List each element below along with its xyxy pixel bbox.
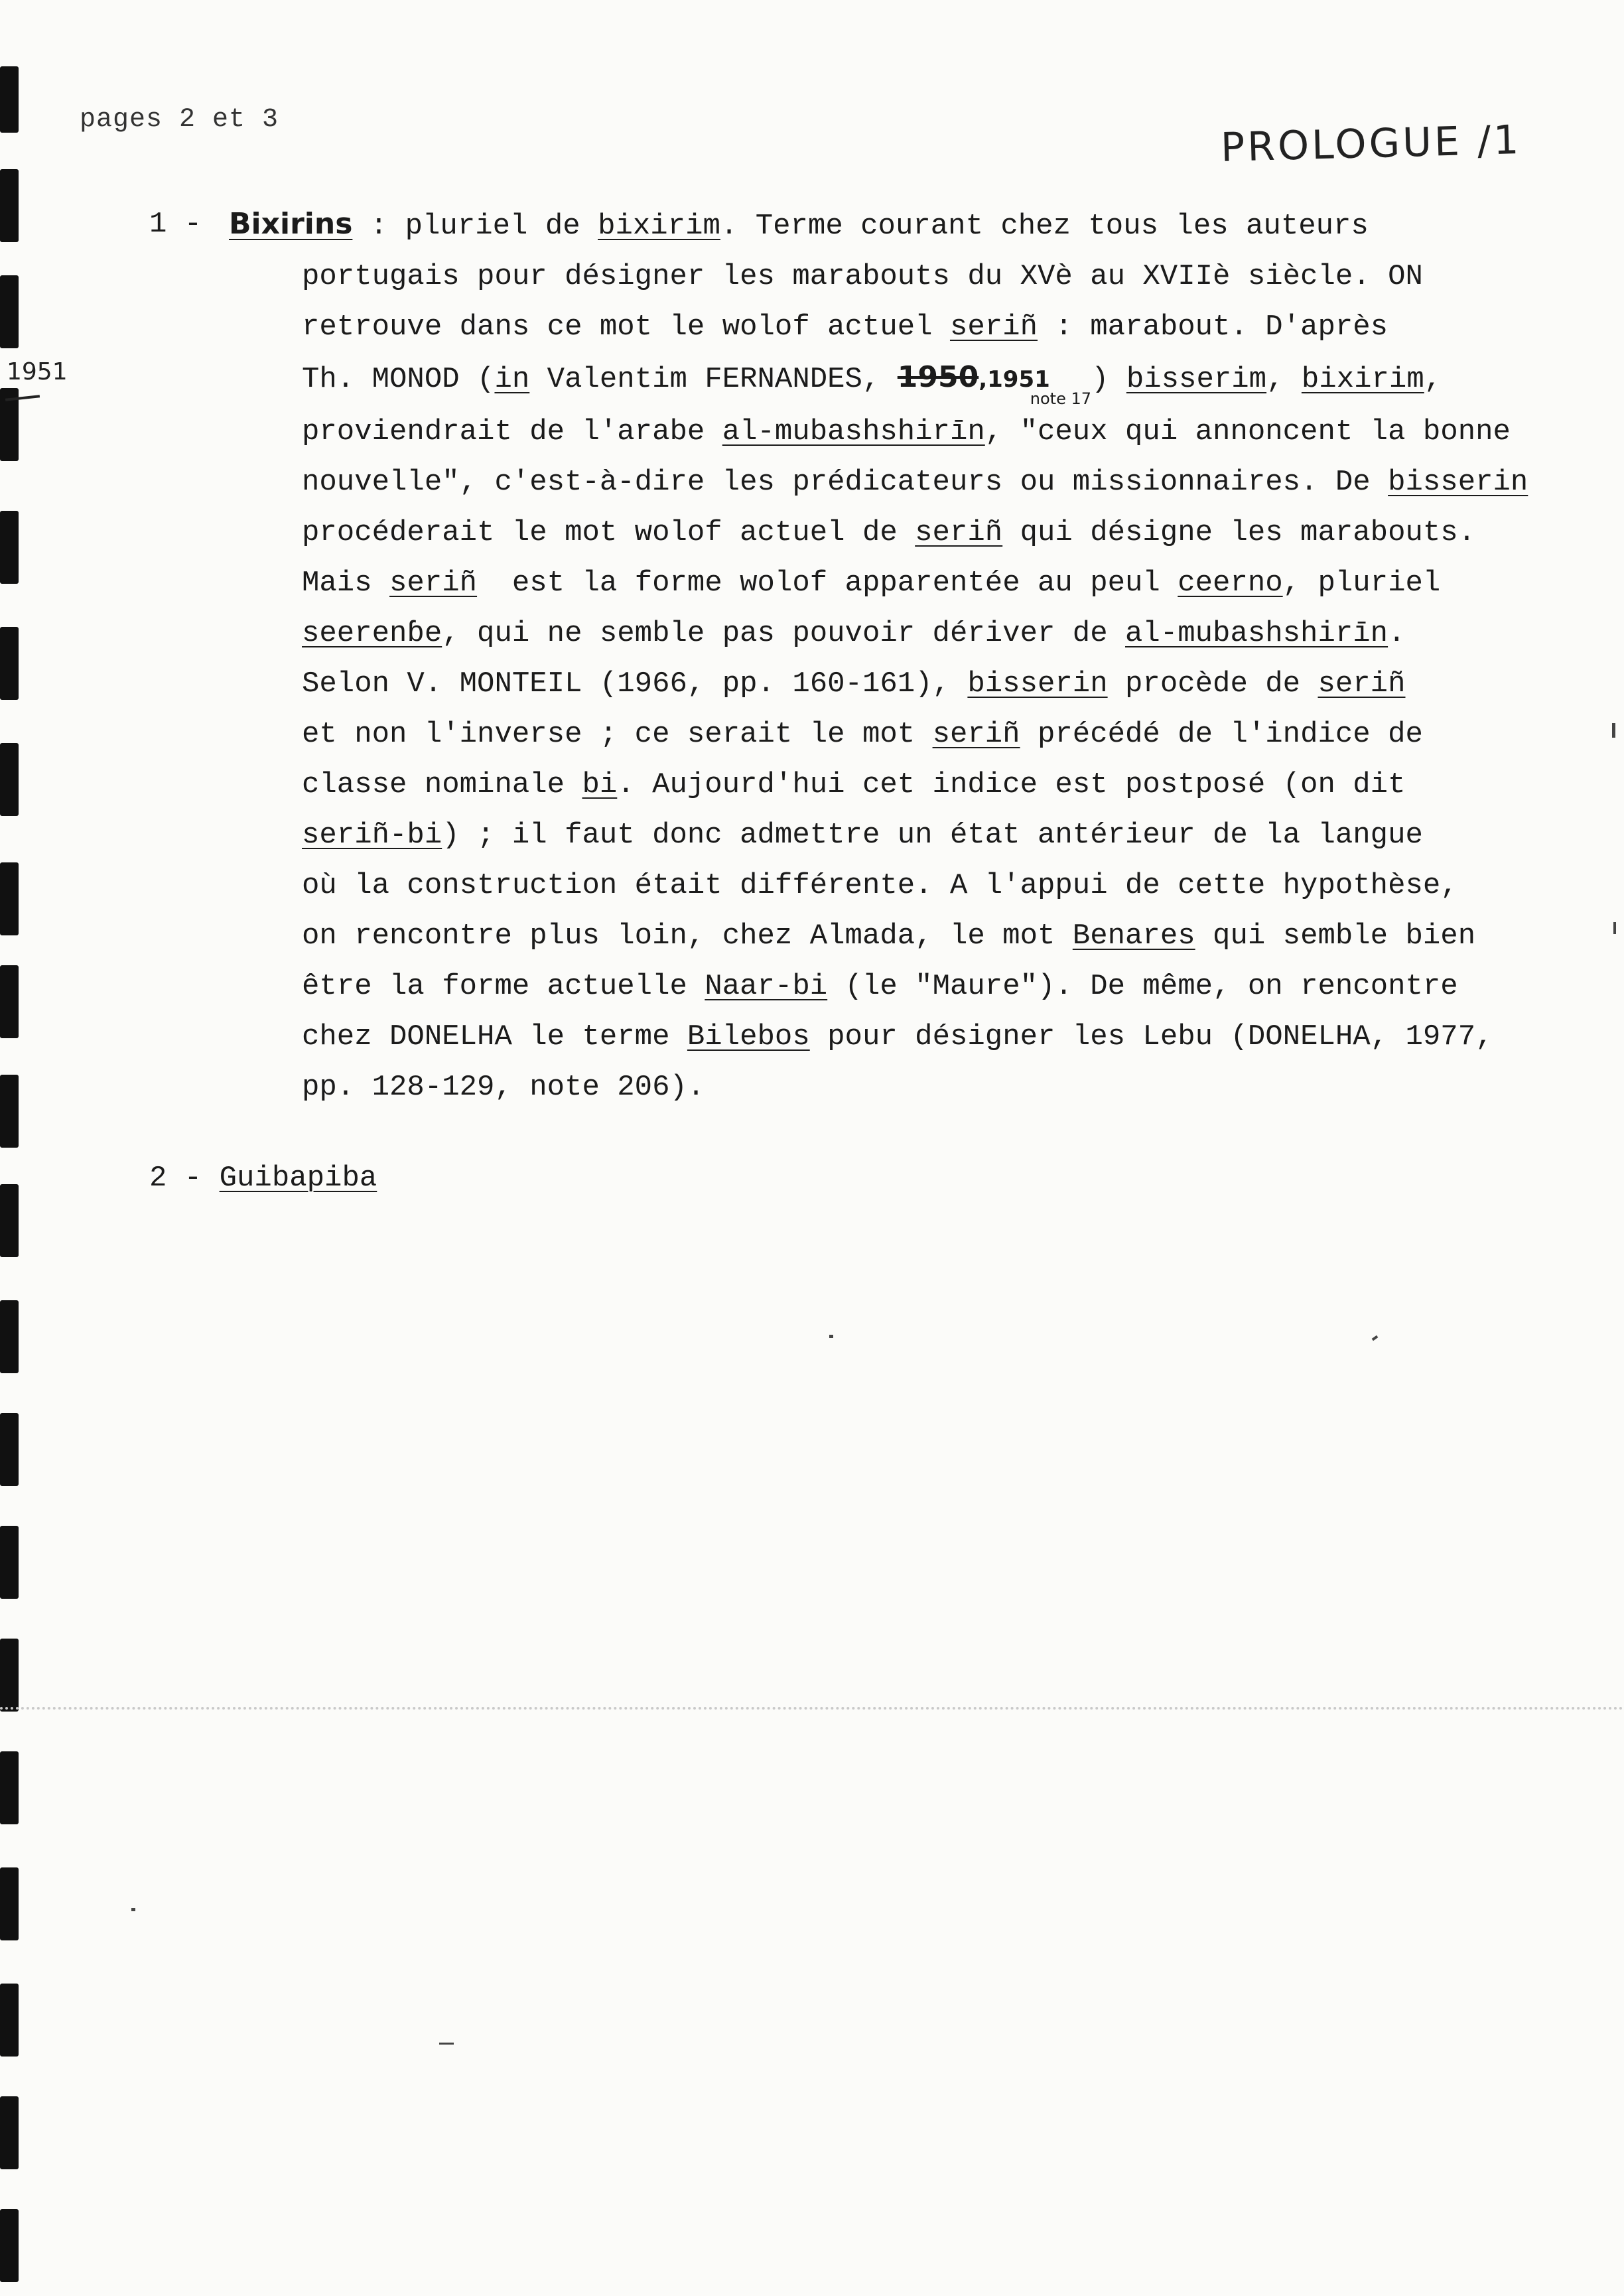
footnote-line: seriñ-bi) ; il faut donc admettre un état antérieur de la langue xyxy=(302,819,1423,852)
footnote-line: portugais pour désigner les marabouts du XVè au XVIIè siècle. ON xyxy=(302,260,1423,293)
binding-mark xyxy=(0,169,19,242)
binding-mark xyxy=(0,1413,19,1486)
footnote-number: 2 - xyxy=(149,1162,202,1195)
binding-mark xyxy=(0,2096,19,2169)
footnote-line: on rencontre plus loin, chez Almada, le mot Benares qui semble bien xyxy=(302,919,1476,953)
binding-mark xyxy=(0,2209,19,2282)
binding-mark xyxy=(0,66,19,133)
binding-mark xyxy=(0,965,19,1038)
footnote-line: Mais seriñ est la forme wolof apparentée au peul ceerno, pluriel xyxy=(302,567,1441,600)
footnote-line: chez DONELHA le terme Bilebos pour désigner les Lebu (DONELHA, 1977, xyxy=(302,1020,1493,1053)
binding-mark xyxy=(0,862,19,935)
footnote-line: où la construction était différente. A l'appui de cette hypothèse, xyxy=(302,869,1458,902)
footnote-term: Guibapiba xyxy=(219,1162,377,1195)
footnote-2 xyxy=(149,1153,377,1203)
binding-mark xyxy=(0,627,19,700)
footnote-line: classe nominale bi. Aujourd'hui cet indice est postposé (on dit xyxy=(302,768,1406,801)
footnote-line: Selon V. MONTEIL (1966, pp. 160-161), bisserin procède de seriñ xyxy=(302,667,1406,701)
scan-speck xyxy=(1372,1335,1379,1341)
footnote-line: et non l'inverse ; ce serait le mot seriñ précédé de l'indice de xyxy=(302,718,1423,751)
page-reference: pages 2 et 3 xyxy=(80,105,279,135)
binding-mark xyxy=(0,743,19,816)
footnote-line: procéderait le mot wolof actuel de seriñ qui désigne les marabouts. xyxy=(302,516,1476,549)
footnote-line: Th. MONOD (in Valentim FERNANDES, $1950,1951_{note 17}$) bisserim, bixirim, xyxy=(302,360,1442,408)
scan-speck xyxy=(131,1908,135,1911)
scan-speck xyxy=(1613,922,1616,934)
section-title: PROLOGUE /1 xyxy=(1220,117,1522,171)
footnote-1 xyxy=(149,199,1595,1113)
footnote-line: être la forme actuelle Naar-bi (le "Maure"). De même, on rencontre xyxy=(302,970,1458,1003)
binding-mark xyxy=(0,1300,19,1373)
struck-year: 1950 xyxy=(897,360,979,394)
binding-mark xyxy=(0,1984,19,2057)
footnote-line: retrouve dans ce mot le wolof actuel seriñ : marabout. D'après xyxy=(302,310,1388,344)
margin-annotation: 1951 xyxy=(7,358,68,385)
scan-speck xyxy=(439,2043,454,2045)
binding-mark xyxy=(0,1867,19,1940)
handwritten-note: note 17 xyxy=(1030,389,1092,408)
binding-mark xyxy=(0,1751,19,1824)
binding-mark xyxy=(0,1526,19,1599)
handwritten-correction: ,1951 xyxy=(979,366,1050,393)
footnote-line: seerenɓe, qui ne semble pas pouvoir dériver de al-mubashshirīn. xyxy=(302,617,1406,650)
binding-mark xyxy=(0,1184,19,1257)
scan-speck xyxy=(829,1335,833,1338)
binding-mark xyxy=(0,275,19,348)
scan-artifact-line xyxy=(0,1707,1624,1710)
footnote-number: 1 - xyxy=(149,208,202,241)
footnote-line: pp. 128-129, note 206). xyxy=(302,1071,705,1104)
footnote-line: Bixirins : pluriel de bixirim. Terme courant chez tous les auteurs xyxy=(229,207,1369,243)
binding-mark xyxy=(0,1075,19,1148)
footnote-line: proviendrait de l'arabe al-mubashshirīn, "ceux qui annoncent la bonne xyxy=(302,415,1511,448)
footnote-term: Bixirins xyxy=(229,207,353,241)
footnote-line: nouvelle", c'est-à-dire les prédicateurs ou missionnaires. De bisserin xyxy=(302,466,1528,499)
binding-mark xyxy=(0,511,19,584)
binding-mark xyxy=(0,1639,19,1712)
scan-speck xyxy=(1612,723,1615,738)
